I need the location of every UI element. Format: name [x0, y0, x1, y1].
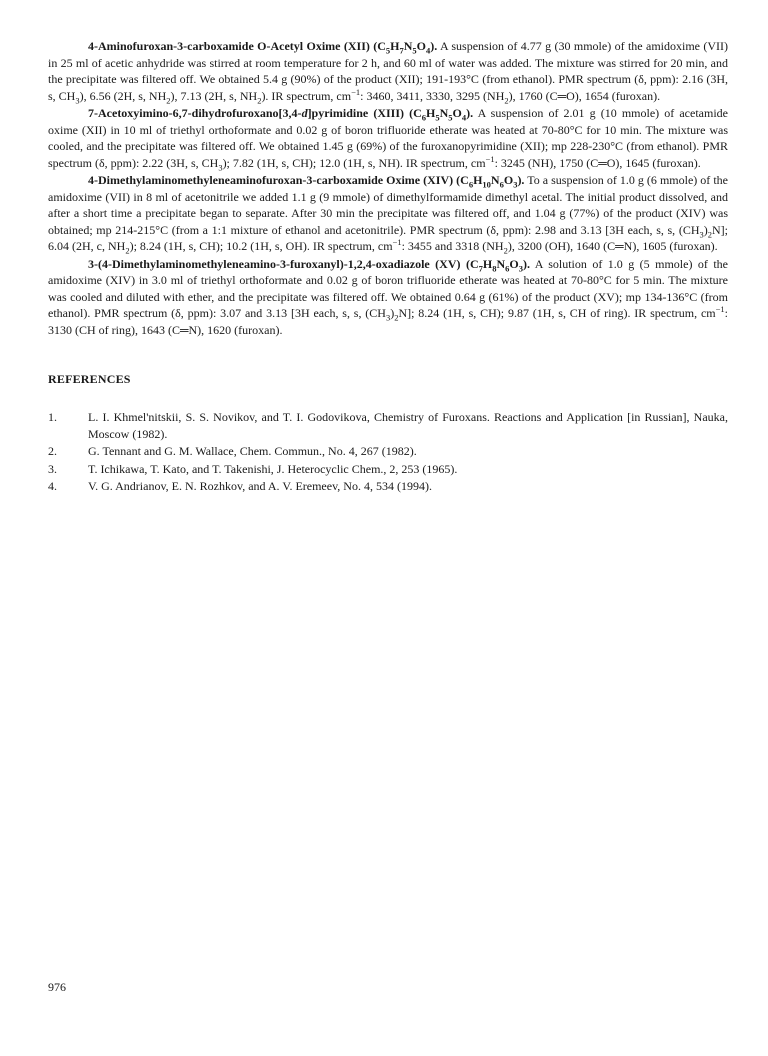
- reference-number: 3.: [48, 461, 57, 476]
- reference-number: 2.: [48, 444, 57, 458]
- reference-item: [48, 478, 728, 495]
- compound-title: 4-Dimethylaminomethyleneaminofuroxan-3-carboxamide Oxime (XIV) $(C_6H_{10}N_6O_3)$.: [88, 173, 525, 190]
- reference-number: 4.: [48, 479, 57, 493]
- reference-item: [48, 409, 728, 442]
- experimental-paragraph-xv: 3-(4-Dimethylaminomethyleneamino-3-furoxanyl)-1,2,4-oxadiazole (XV) $(C_7H_8N_6O_3)$. A solution of 1.0 g (5 mmole) of the amidoxime (XIV) in 3.0 ml of triethyl orthoformate and 0.02 g of boron trifluoride etherate was heated at 70-80°C for 5 min. The mixture was cooled and diluted with ether, and the precipitate was filtered off. We obtained 0.64 g (61%) of the product (XV); mp 134-136°C (from ethanol). PMR spectrum (δ, ppm): 3.07 and 3.13 [3H each, s, s, $(CH_3)_2N$]; 8.24 (1H, s, CH); 9.87 (1H, s, CH of ring). IR spectrum, $cm^{-1}$: 3130 (CH of ring), 1643 (C═N), 1620 (furoxan).: [48, 256, 728, 337]
- reference-item: [48, 461, 728, 478]
- reference-number: 1.: [48, 410, 57, 424]
- experimental-paragraph-xiv: 4-Dimethylaminomethyleneaminofuroxan-3-carboxamide Oxime (XIV) $(C_6H_{10}N_6O_3)$. To a suspension of 1.0 g (6 mmole) of the amidoxime (VII) in 8 ml of acetonitrile we added 1.1 g (9 mmole) of dimethylformamide dimethyl acetal. The initial product dissolved, and after a short time a precipitate began to separate. After 30 min the precipitate was filtered off, and 1.04 g (77%) of the product (XIV) was obtained; mp 214-215°C (from a 1:1 mixture of ethanol and acetonitrile). PMR spectrum (δ, ppm): 2.98 and 3.13 [3H each, s, s, $(CH_3)_2N$]; 6.04 (2H, c, $NH_2$); 8.24 (1H, s, CH); 10.2 (1H, s, OH). IR spectrum, $cm^{-1}$: 3455 and 3318 $(NH_2)$, 3200 (OH), 1640 (C═N), 1605 (furoxan).: [48, 173, 728, 256]
- compound-title: 4-Aminofuroxan-3-carboxamide O-Acetyl Oxime (XII) $(C_5H_7N_5O_4)$.: [88, 39, 438, 56]
- compound-title: 3-(4-Dimethylaminomethyleneamino-3-furoxanyl)-1,2,4-oxadiazole (XV) $(C_7H_8N_6O_3)$.: [88, 256, 530, 273]
- experimental-paragraph-xii: 4-Aminofuroxan-3-carboxamide O-Acetyl Oxime (XII) $(C_5H_7N_5O_4)$. A suspension of 4.77 g (30 mmole) of the amidoxime (VII) in 25 ml of acetic anhydride was stirred at room temperature for 2 h, and 60 ml of water was added. The mixture was stirred for 20 min, and the precipitate was filtered off. We obtained 5.4 g (90%) of the product (XII); 191-193°C (from ethanol). PMR spectrum (δ, ppm): 2.16 (3H, s, $CH_3$), 6.56 (2H, s, $NH_2$), 7.13 (2H, s, $NH_2$). IR spectrum, $cm^{-1}$: 3460, 3411, 3330, 3295 $(NH_2)$, 1760 (C═O), 1654 (furoxan).: [48, 39, 729, 105]
- experimental-paragraph-xiii: 7-Acetoxyimino-6,7-dihydrofuroxano[3,4-d]pyrimidine (XIII) $(C_6H_5N_5O_4)$. A suspension of 2.01 g (10 mmole) of acetamide oxime (XII) in 10 ml of triethyl orthoformate and 0.02 g of boron trifluoride etherate was heated at 70-80°C for 10 min. The mixture was cooled, and the precipitate was filtered off. We obtained 1.45 g (69%) of the furoxanopyrimidine (XII); mp 228-230°C (from ethanol). PMR spectrum (δ, ppm): 2.22 (3H, s, $CH_3$); 7.82 (1H, s, CH); 12.0 (1H, s, NH). IR spectrum, $cm^{-1}$: 3245 (NH), 1750 (C═O), 1645 (furoxan).: [48, 106, 728, 172]
- page-content: [48, 38, 728, 496]
- reference-item: [48, 443, 728, 460]
- reference-text: T. Ichikawa, T. Kato, and T. Takenishi, J. Heterocyclic Chem., 2, 253 (1965).: [88, 461, 458, 476]
- references-heading: REFERENCES: [48, 372, 131, 386]
- reference-text: L. I. Khmel'nitskii, S. S. Novikov, and T. I. Godovikova, Chemistry of Furoxans. Reactions and Application [in Russian], Nauka, Moscow (1982).: [88, 410, 728, 441]
- references-list: [48, 409, 728, 495]
- page-number: 976: [48, 980, 66, 994]
- reference-text: V. G. Andrianov, E. N. Rozhkov, and A. V. Eremeev, No. 4, 534 (1994).: [88, 479, 432, 493]
- compound-title: 7-Acetoxyimino-6,7-dihydrofuroxano[3,4-d]pyrimidine (XIII) $(C_6H_5N_5O_4)$.: [88, 106, 474, 123]
- reference-text: G. Tennant and G. M. Wallace, Chem. Commun., No. 4, 267 (1982).: [88, 444, 417, 458]
